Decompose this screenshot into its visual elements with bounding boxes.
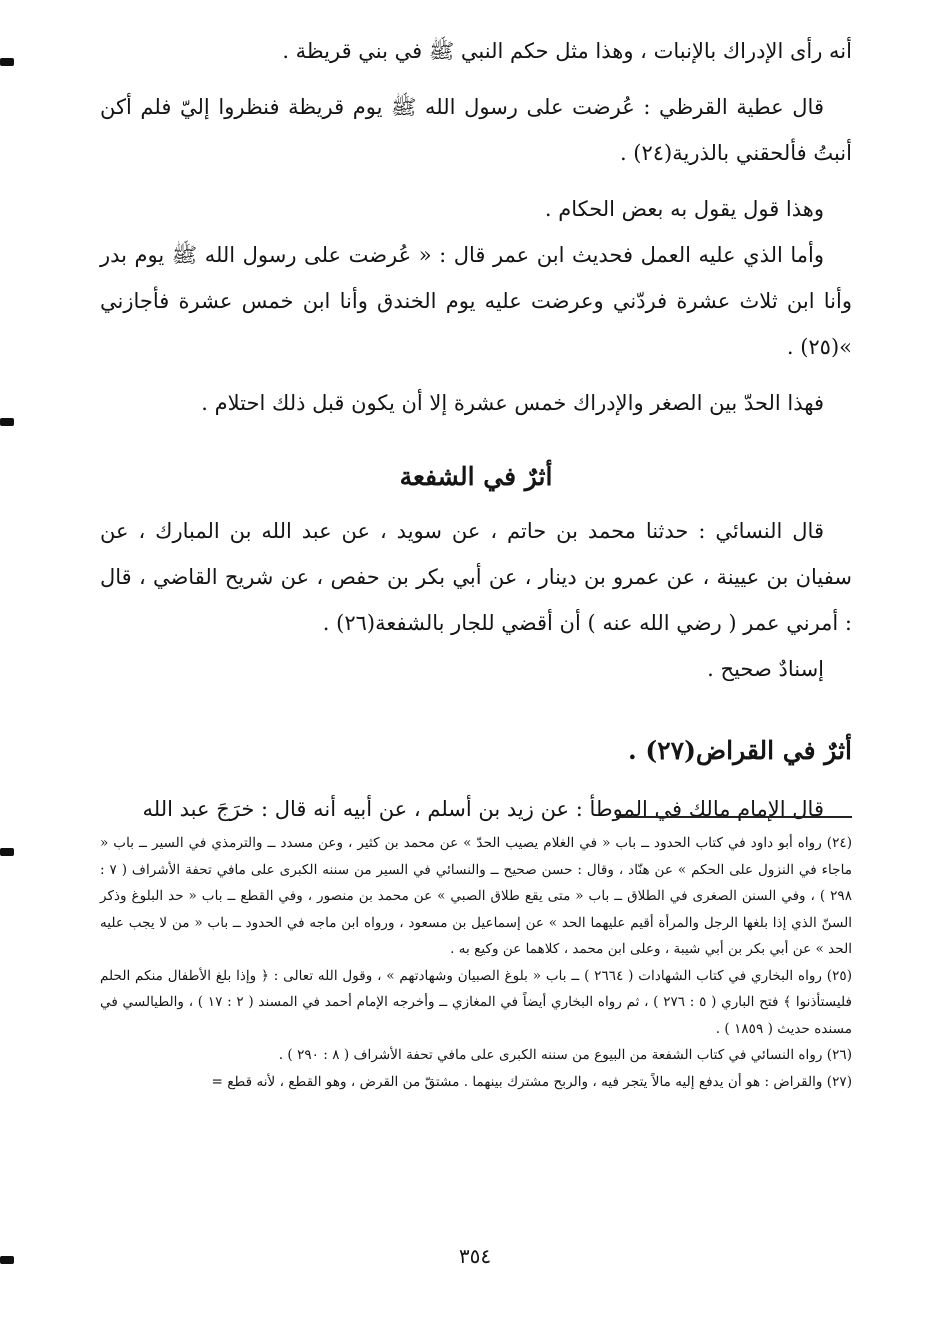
footnote: (٢٦) رواه النسائي في كتاب الشفعة من البيوع من سننه الكبرى على مافي تحفة الأشراف ( ٨ : ٢٩٠ ) . <box>278 1047 852 1063</box>
main-text <box>100 28 852 832</box>
isnad-grade: إسنادٌ صحيح . <box>707 657 824 681</box>
scan-margin-mark <box>0 58 14 66</box>
scan-margin-mark <box>0 848 14 856</box>
paragraph: قال عطية القرظي : عُرضت على رسول الله ﷺ يوم قريظة فنظروا إليّ فلم أكن أنبتُ فألحقني بالذرية(٢٤) . <box>100 95 852 165</box>
paragraph: قال النسائي : حدثنا محمد بن حاتم ، عن سويد ، عن عبد الله بن المبارك ، عن سفيان بن عيينة ، عن عمرو بن دينار ، عن أبي بكر بن حفص ، عن شريح القاضي ، قال : أمرني عمر ( رضي الله عنه ) أن أقضي للجار بالشفعة(٢٦) . <box>100 519 852 635</box>
footnote: (٢٥) رواه البخاري في كتاب الشهادات ( ٢٦٦٤ ) ــ باب « بلوغ الصبيان وشهادتهم » ، وقول الله تعالى : ﴿ وإذا بلغ الأطفال منكم الحلم فليستأذنوا ﴾ فتح الباري ( ٥ : ٢٧٦ ) ، ثم رواه البخاري أيضاً في المغازي ــ وأخرجه الإمام أحمد في المسند ( ٢ : ١٧ ) ، والطيالسي في مسنده حديث ( ١٨٥٩ ) . <box>100 967 853 1037</box>
paragraph: فهذا الحدّ بين الصغر والإدراك خمس عشرة إلا أن يكون قبل ذلك احتلام . <box>201 391 824 415</box>
page-number: ٣٥٤ <box>458 1244 492 1268</box>
paragraph: وهذا قول يقول به بعض الحكام . <box>544 197 824 221</box>
paragraph: أنه رأى الإدراك بالإنبات ، وهذا مثل حكم النبي ﷺ في بني قريظة . <box>282 39 852 63</box>
footnote-divider <box>616 816 852 818</box>
paragraph: قال الإمام مالك في الموطأ : عن زيد بن أسلم ، عن أبيه أنه قال : خرَجَ عبد الله <box>142 797 824 821</box>
section-heading: أثرٌ في الشفعة <box>399 462 553 491</box>
scan-margin-mark <box>0 418 14 426</box>
paragraph: وأما الذي عليه العمل فحديث ابن عمر قال : « عُرضت على رسول الله ﷺ يوم بدر وأنا ابن ثلاث عشرة فردّني وعرضت عليه يوم الخندق وأنا ابن خمس عشرة فأجازني »(٢٥) . <box>100 243 852 359</box>
footnote: (٢٤) رواه أبو داود في كتاب الحدود ــ باب « في الغلام يصيب الحدّ » عن محمد بن كثير ، وعن مسدد ــ والترمذي في السير ــ باب « ماجاء في النزول على الحكم » عن هنّاد ، وقال : حسن صحيح ــ والنسائي في السير من سننه الكبرى على مافي تحفة الأشراف ( ٧ : ٢٩٨ ) ، وفي السنن الصغرى في الطلاق ــ باب « متى يقع طلاق الصبي » عن محمد بن منصور ، وفي القطع ــ باب « حد البلوغ وذكر السنّ الذي إذا بلغها الرجل والمرأة أقيم عليهما الحد » عن إسماعيل بن مسعود ، ورواه ابن ماجه في الحدود ــ باب « من لا يجب عليه الحد » عن أبي بكر بن أبي شيبة ، وعلى ابن محمد ، كلاهما عن وكيع به . <box>100 835 853 957</box>
section-heading: أثرٌ في القراض(٢٧) . <box>627 736 852 765</box>
footnote: (٢٧) والقراض : هو أن يدفع إليه مالاً يتجر فيه ، والربح مشترك بينهما . مشتقّ من القرض ، وهو القطع ، لأنه قطع = <box>211 1073 852 1090</box>
footnotes <box>100 830 852 1095</box>
